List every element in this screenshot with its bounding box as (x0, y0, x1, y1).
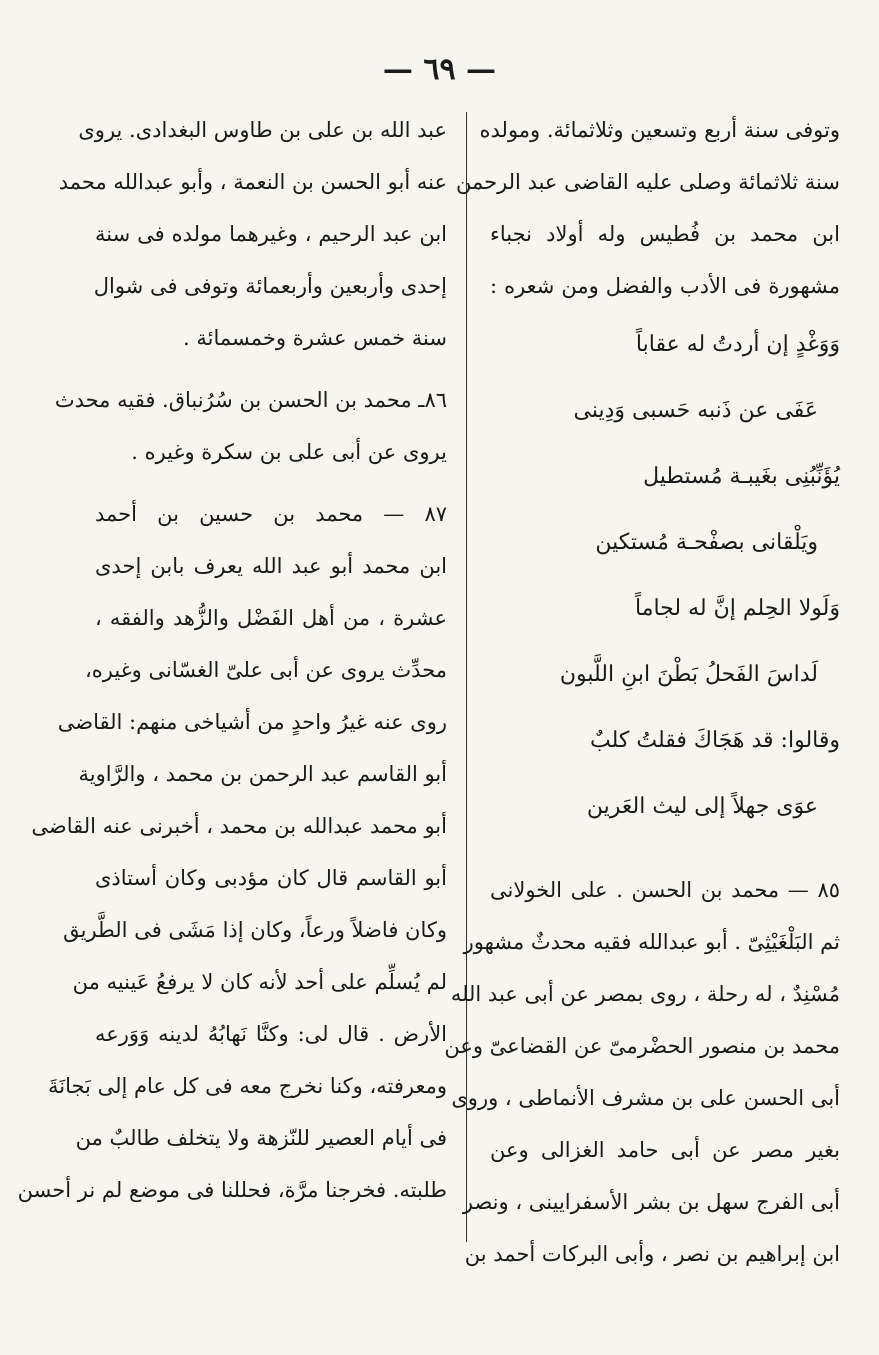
verse-line: عَفَى عن ذَنبه حَسبى وَدِينى (573, 398, 818, 423)
verse-line: يُؤَنِّبُنِى بغَيبـة مُستطيل (643, 464, 840, 489)
text-line: ابن عبد الرحيم ، وغيرهما مولده فى سنة (95, 222, 447, 246)
text-line: محدِّث يروى عن أبى علىّ الغسّانى وغيره، (84, 658, 447, 682)
text-line: عنه أبو الحسن بن النعمة ، وأبو عبدالله محمد (58, 170, 447, 194)
text-line: عبد الله بن على بن طاوس البغدادى. يروى (78, 118, 447, 142)
text-line: أبو محمد عبدالله بن محمد ، أخبرنى عنه القاضى (31, 814, 447, 838)
text-line: مُسْنِدٌ ، له رحلة ، روى بمصر عن أبى عبد الله (450, 982, 840, 1006)
verse-line: ويَلْقانى بصفْحـة مُستكين (595, 530, 818, 555)
text-line: أبو القاسم عبد الرحمن بن محمد ، والرَّاوية (78, 762, 447, 786)
entry-heading-86: ٨٦ـ محمد بن الحسن بن سُرُنباق. فقيه محدث (54, 388, 447, 412)
text-line: أبو القاسم قال كان مؤدبى وكان أستاذى (95, 866, 447, 890)
verse-line: عوَى جهلاً إلى ليث العَرين (586, 794, 818, 819)
right-column (444, 104, 840, 1280)
entry-heading-87: ٨٧ — محمد بن حسين بن أحمد (95, 502, 447, 526)
text-line: ابن محمد أبو عبد الله يعرف بابن إحدى (95, 554, 447, 578)
text-line: الأرض . قال لى: وكنَّا نَهابُهُ لدينه وَوَرعه (95, 1022, 447, 1046)
text-line: وكان فاضلاً ورعاً، وكان إذا مَشَى فى الطَّريق (63, 918, 447, 942)
text-line: مشهورة فى الأدب والفضل ومن شعره : (490, 274, 840, 298)
text-line: طلبته. فخرجنا مرَّة، فحللنا فى موضع لم نر أحسن (17, 1178, 447, 1202)
text-line: ابن محمد بن فُطيس وله أولاد نجباء (490, 222, 840, 246)
text-line: سنة ثلاثمائة وصلى عليه القاضى عبد الرحمن (455, 170, 840, 194)
text-line: لم يُسلِّم على أحد لأنه كان لا يرفعُ عَينيه من (72, 970, 447, 994)
text-line: بغير مصر عن أبى حامد الغزالى وعن (490, 1138, 840, 1162)
text-line: وتوفى سنة أربع وتسعين وثلاثمائة. ومولده (479, 118, 840, 142)
text-line: فى أيام العصير للنّزهة ولا يتخلف طالبٌ من (75, 1126, 447, 1150)
entry-heading-85: ٨٥ — محمد بن الحسن . على الخولانى (490, 878, 840, 902)
text-line: ابن إبراهيم بن نصر ، وأبى البركات أحمد بن (464, 1242, 840, 1266)
text-line: إحدى وأربعين وأربعمائة وتوفى فى شوال (93, 274, 447, 298)
text-line: عشرة ، من أهل الفَضْل والزُّهد والفقه ، (95, 606, 447, 630)
text-line: ومعرفته، وكنا نخرج معه فى كل عام إلى بَجانَةَ (48, 1074, 447, 1098)
verse-line: وَوَغْدٍ إن أردتُ له عقاباً (635, 332, 840, 357)
text-line: ثم البَلْغَيْثِىّ . أبو عبدالله فقيه محدثٌ مشهور (463, 930, 840, 954)
text-line: أبى الفرج سهل بن بشر الأسفرايينى ، ونصر (462, 1190, 840, 1214)
verse-line: وقالوا: قد هَجَاكَ فقلتُ كلبٌ (589, 728, 840, 753)
left-column (17, 104, 447, 1216)
page-number: — ٦٩ — (382, 52, 497, 87)
text-line: يروى عن أبى على بن سكرة وغيره . (131, 440, 447, 464)
text-line: محمد بن منصور الحضْرمىّ عن القضاعىّ وعن (444, 1034, 840, 1058)
text-line: روى عنه غيرُ واحدٍ من أشياخى منهم: القاضى (57, 710, 447, 734)
text-line: أبى الحسن على بن مشرف الأنماطى ، وروى (451, 1086, 840, 1110)
verse-line: وَلَولا الحِلم إنَّ له لجاماً (634, 596, 840, 621)
verse-line: لَداسَ الفَحلُ بَطْنَ ابنِ اللَّبون (559, 662, 818, 687)
text-line: سنة خمس عشرة وخمسمائة . (183, 326, 447, 350)
